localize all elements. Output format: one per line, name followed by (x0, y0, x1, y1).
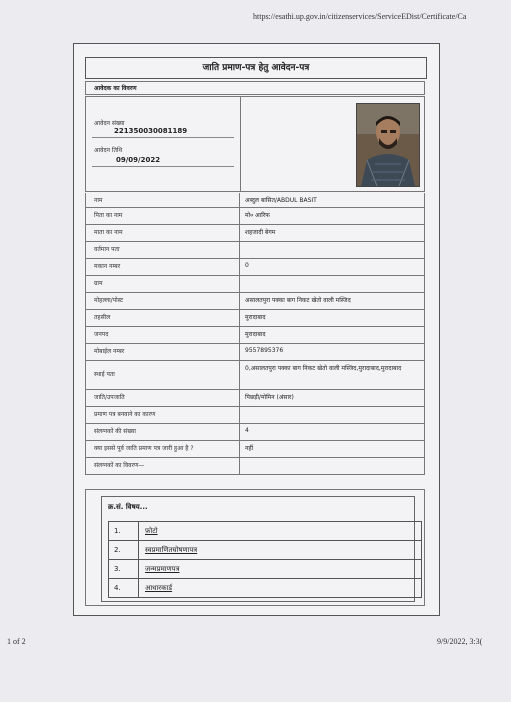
app-no-label: आवेदन संख्या (94, 120, 125, 127)
row-name: नाम अब्दुल बासित/ABDUL BASIT (85, 193, 425, 208)
attachment-row: 3. जन्मप्रमाणपत्र (108, 559, 422, 579)
caste-certificate-form (73, 43, 440, 616)
row-district: जनपद मुरादाबाद (85, 327, 425, 344)
print-datetime: 9/9/2022, 3:3( (437, 637, 483, 646)
row-father: पिता का नाम मो० आरिफ (85, 208, 425, 225)
row-previous-certificate: क्या इससे पूर्व जाति प्रमाण पत्र जारी हुआ है ? नहीं (85, 441, 425, 458)
row-tehsil: तहसील मुरादाबाद (85, 310, 425, 327)
app-date-label: आवेदन तिथि (94, 147, 123, 154)
app-no-value: 221350030081189 (114, 127, 188, 135)
attachment-row: 4. आधारकार्ड (108, 578, 422, 598)
person-photo-icon (357, 104, 419, 186)
attachment-row: 1. फ़ोटो (108, 521, 422, 541)
row-reason: प्रमाण पत्र बनवाने का कारण (85, 407, 425, 424)
row-mobile: मोबाईल नम्बर 9557895376 (85, 344, 425, 361)
attachments-header: क्र.सं. विषय... (108, 503, 148, 511)
attachment-link[interactable]: जन्मप्रमाणपत्र (145, 565, 180, 573)
form-title: जाति प्रमाण-पत्र हेतु आवेदन-पत्र (85, 57, 427, 79)
app-date-underline (92, 166, 234, 167)
row-permanent-address: स्थाई पता 0,असालतपुरा पक्का बाग निकट खेतो वाली मस्जिद,मुरादाबाद,मुरादाबाद (85, 361, 425, 390)
attachment-link[interactable]: स्वप्रमाणितघोषणापत्र (145, 546, 198, 554)
row-village: ग्राम (85, 276, 425, 293)
attachment-link[interactable]: फ़ोटो (145, 527, 158, 535)
row-caste: जाति/उपजाति पिछड़ी/मोमिन (अंसार) (85, 390, 425, 407)
page-number: 1 of 2 (7, 637, 26, 646)
attachment-link[interactable]: आधारकार्ड (145, 584, 173, 592)
attachment-row: 2. स्वप्रमाणितघोषणापत्र (108, 540, 422, 560)
section-applicant: आवेदक का विवरण (85, 81, 425, 95)
attachments-table (101, 496, 415, 602)
application-box (85, 96, 425, 192)
detail-rows (85, 193, 425, 475)
row-house-no: मकान नम्बर 0 (85, 259, 425, 276)
row-attachment-details: संलग्नकों का विवरण— (85, 458, 425, 475)
app-date-value: 09/09/2022 (116, 156, 161, 164)
row-current-address: वर्तमान पता (85, 242, 425, 259)
row-attachment-count: संलग्नकों की संख्या 4 (85, 424, 425, 441)
applicant-photo (356, 103, 420, 187)
attachments-box (85, 489, 425, 606)
row-mother: माता का नाम शहजादी बेगम (85, 225, 425, 242)
page-url: https://esathi.up.gov.in/citizenservices/ServiceEDist/Certificate/Ca (253, 12, 467, 21)
app-no-underline (92, 137, 234, 138)
application-info (86, 97, 241, 191)
row-locality: मोहल्ला/पोस्ट असालतपुरा पक्का बाग निकट खेतो वाली मस्जिद (85, 293, 425, 310)
